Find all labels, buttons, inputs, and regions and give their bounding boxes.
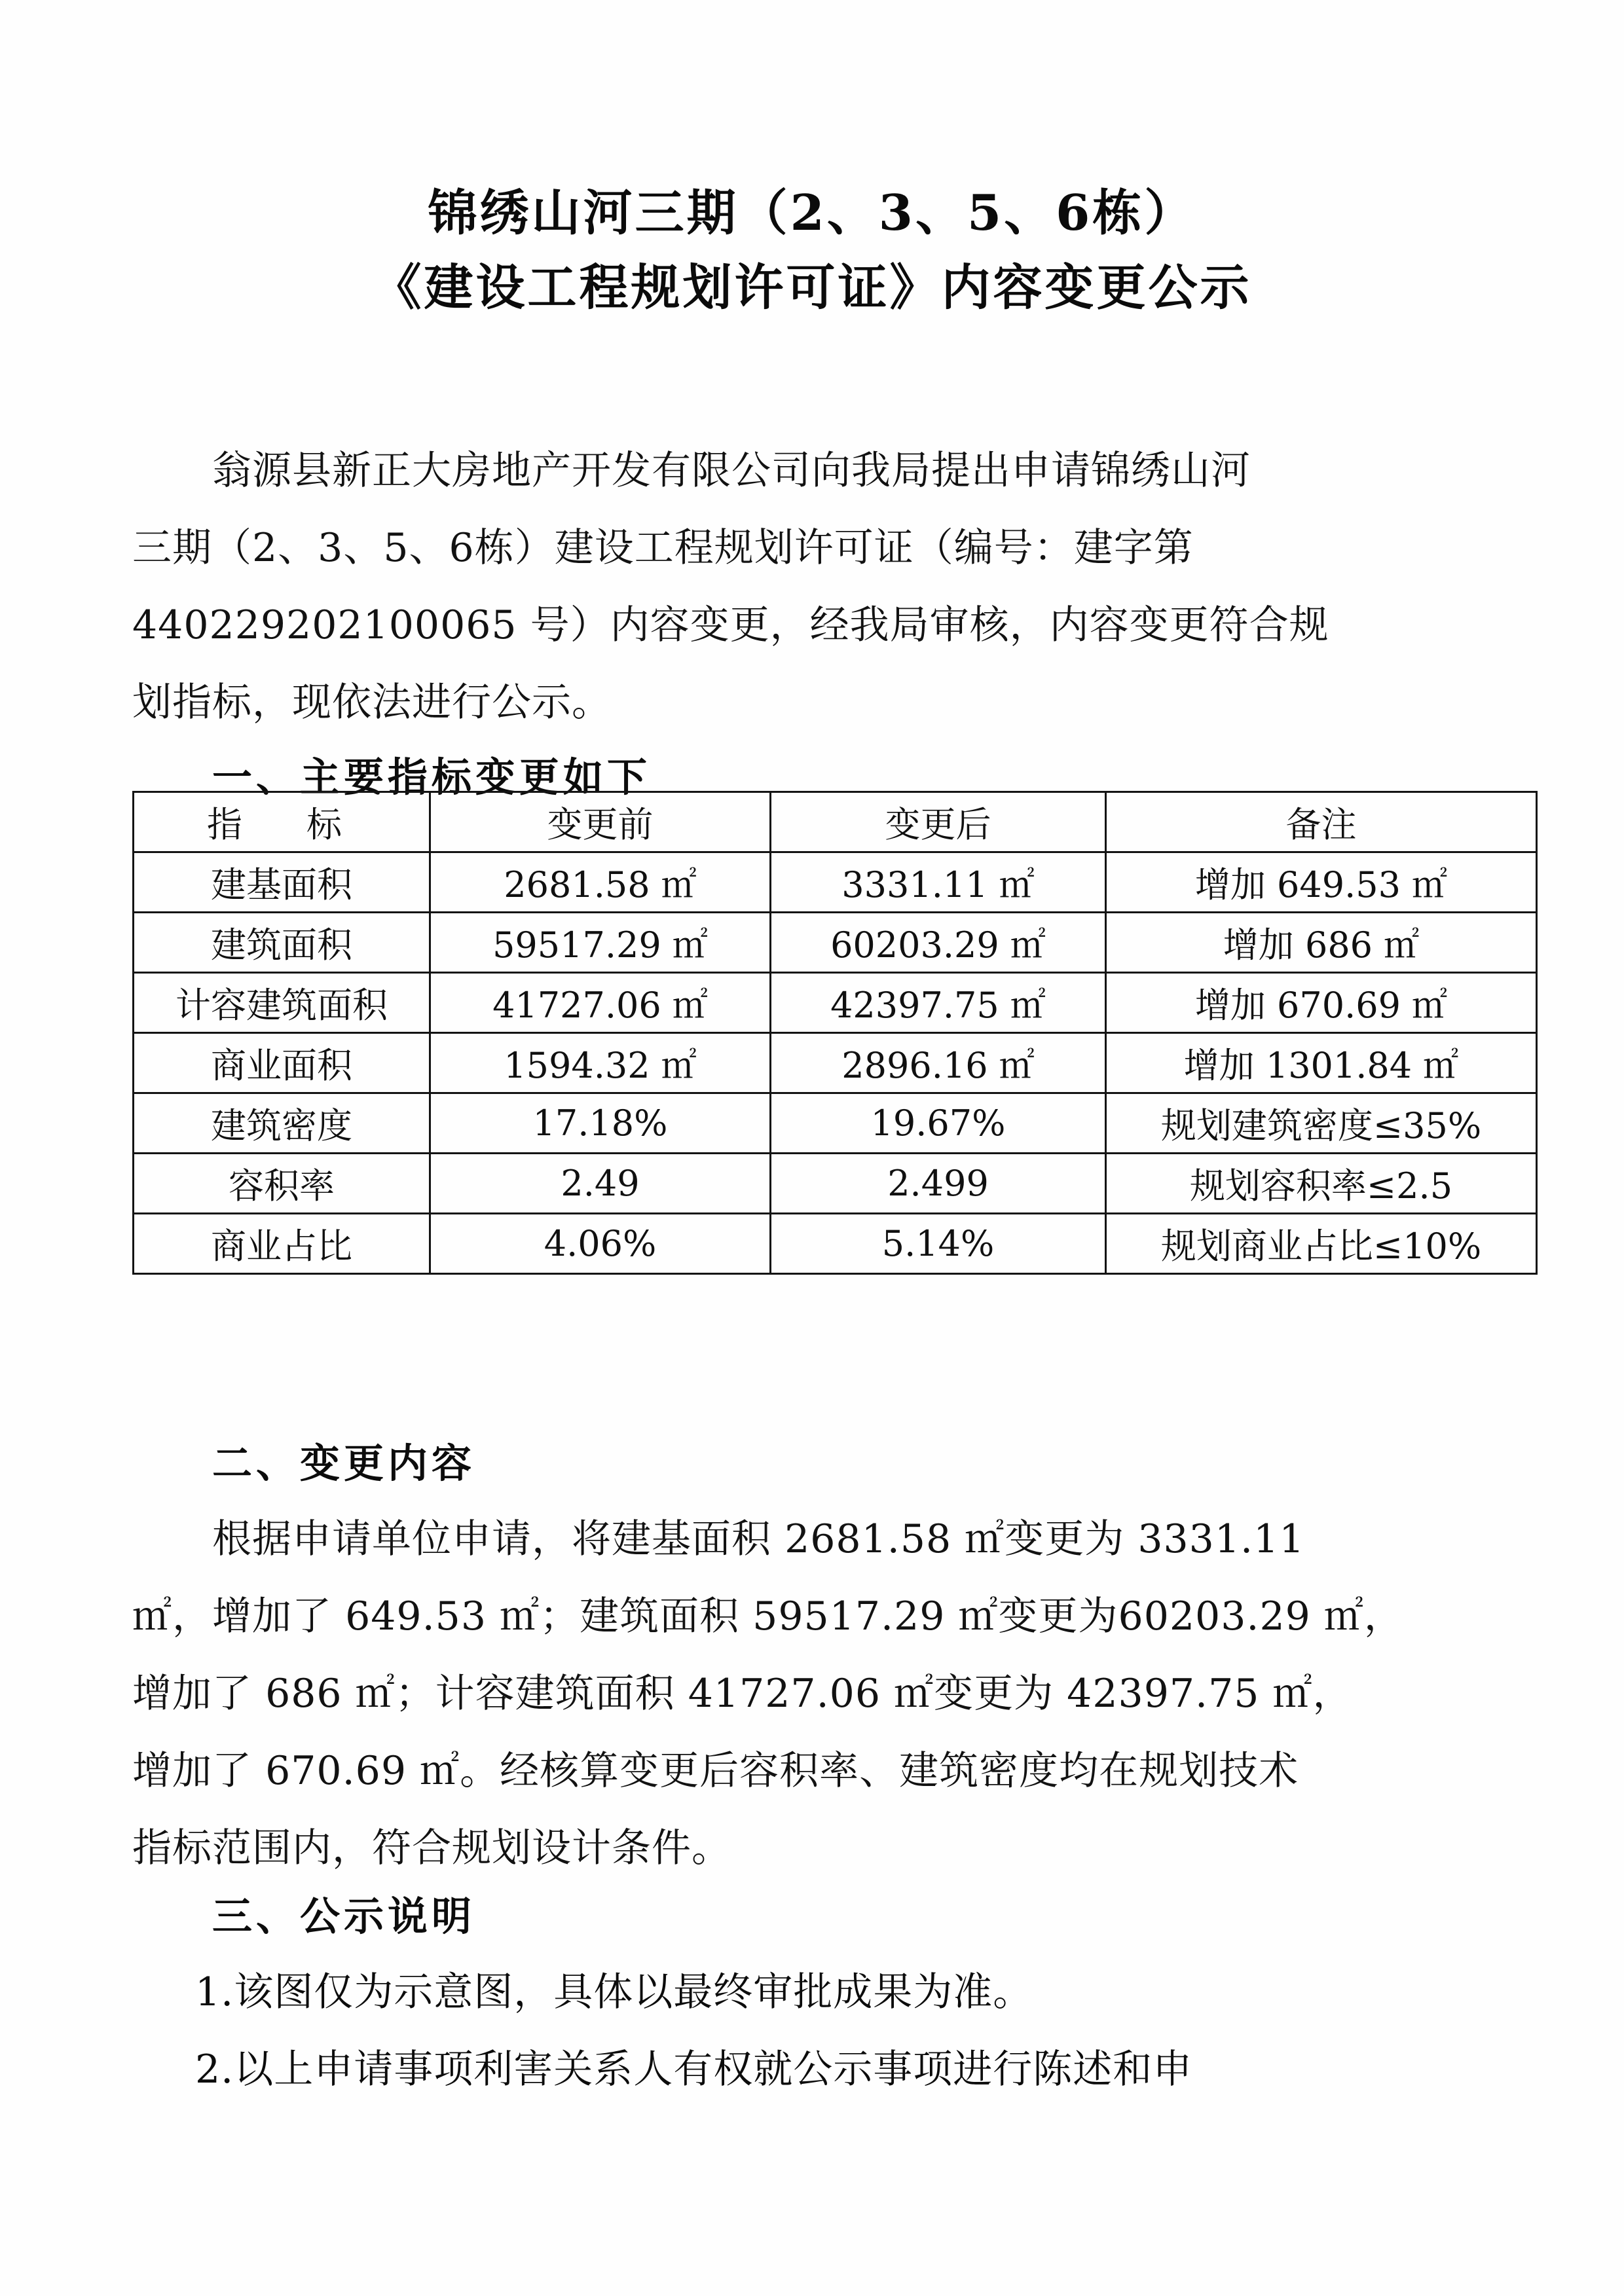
title-line-1: 锦绣山河三期（2、3、5、6栋） — [428, 184, 1196, 242]
intro-paragraph-area — [132, 432, 1538, 814]
cell-indicator: 建基面积 — [134, 852, 430, 913]
intro-line: 划指标，现依法进行公示。 — [132, 680, 612, 725]
intro-line: 440229202100065 号）内容变更，经我局审核，内容变更符合规 — [132, 602, 1329, 648]
cell-after: 42397.75 ㎡ — [771, 973, 1106, 1033]
cell-remark: 增加 670.69 ㎡ — [1106, 973, 1537, 1033]
table-row — [134, 1093, 1537, 1154]
table-header-row — [134, 792, 1537, 852]
section-3-area — [132, 1880, 1538, 2108]
cell-after: 19.67% — [771, 1093, 1106, 1154]
section-2-line: ㎡，增加了 649.53 ㎡；建筑面积 59517.29 ㎡变更为60203.29 ㎡， — [132, 1594, 1404, 1639]
cell-indicator: 容积率 — [134, 1154, 430, 1214]
cell-remark: 增加 649.53 ㎡ — [1106, 852, 1537, 913]
title-line-2: 《建设工程规划许可证》内容变更公示 — [372, 259, 1252, 316]
section-3-item: 1.该图仅为示意图，具体以最终审批成果为准。 — [195, 1969, 1033, 2015]
cell-after: 2.499 — [771, 1154, 1106, 1214]
section-2-line: 根据申请单位申请，将建基面积 2681.58 ㎡变更为 3331.11 — [212, 1516, 1305, 1562]
cell-indicator: 商业面积 — [134, 1033, 430, 1093]
cell-remark: 规划商业占比≤10% — [1106, 1214, 1537, 1274]
section-2-line: 指标范围内，符合规划设计条件。 — [132, 1825, 731, 1871]
table-row — [134, 913, 1537, 973]
section-3-heading: 三、公示说明 — [212, 1893, 476, 1940]
intro-line: 三期（2、3、5、6栋）建设工程规划许可证（编号：建字第 — [132, 525, 1194, 571]
cell-indicator: 计容建筑面积 — [134, 973, 430, 1033]
intro-line: 翁源县新正大房地产开发有限公司向我局提出申请锦绣山河 — [212, 448, 1251, 494]
cell-after: 5.14% — [771, 1214, 1106, 1274]
column-header-remark: 备注 — [1106, 792, 1537, 852]
table-row — [134, 1033, 1537, 1093]
cell-before: 1594.32 ㎡ — [430, 1033, 771, 1093]
cell-after: 60203.29 ㎡ — [771, 913, 1106, 973]
table-row — [134, 973, 1537, 1033]
cell-remark: 规划建筑密度≤35% — [1106, 1093, 1537, 1154]
section-2-line: 增加了 686 ㎡；计容建筑面积 41727.06 ㎡变更为 42397.75 ㎡， — [132, 1671, 1353, 1717]
column-header-indicator: 指 标 — [134, 792, 430, 852]
cell-before: 17.18% — [430, 1093, 771, 1154]
column-header-before: 变更前 — [430, 792, 771, 852]
column-header-after: 变更后 — [771, 792, 1106, 852]
section-3-item: 2.以上申请事项利害关系人有权就公示事项进行陈述和申 — [195, 2047, 1193, 2092]
table-row — [134, 1154, 1537, 1214]
table-row — [134, 1214, 1537, 1274]
cell-indicator: 商业占比 — [134, 1214, 430, 1274]
section-2-heading: 二、变更内容 — [212, 1440, 476, 1487]
cell-remark: 增加 1301.84 ㎡ — [1106, 1033, 1537, 1093]
cell-remark: 增加 686 ㎡ — [1106, 913, 1537, 973]
table-body — [134, 852, 1537, 1274]
cell-remark: 规划容积率≤2.5 — [1106, 1154, 1537, 1214]
cell-before: 41727.06 ㎡ — [430, 973, 771, 1033]
indicator-table-wrapper — [132, 791, 1536, 1275]
cell-before: 59517.29 ㎡ — [430, 913, 771, 973]
page-title — [0, 175, 1624, 325]
intro-paragraph — [132, 432, 1538, 741]
cell-after: 3331.11 ㎡ — [771, 852, 1106, 913]
cell-indicator: 建筑面积 — [134, 913, 430, 973]
indicator-table — [132, 791, 1538, 1275]
cell-before: 2.49 — [430, 1154, 771, 1214]
cell-before: 2681.58 ㎡ — [430, 852, 771, 913]
cell-before: 4.06% — [430, 1214, 771, 1274]
section-2-line: 增加了 670.69 ㎡。经核算变更后容积率、建筑密度均在规划技术 — [132, 1748, 1299, 1794]
section-1-heading: 一、主要指标变更如下 — [212, 754, 652, 801]
section-2-paragraph — [132, 1501, 1538, 1887]
cell-after: 2896.16 ㎡ — [771, 1033, 1106, 1093]
cell-indicator: 建筑密度 — [134, 1093, 430, 1154]
table-row — [134, 852, 1537, 913]
section-2-area — [132, 1427, 1538, 1887]
